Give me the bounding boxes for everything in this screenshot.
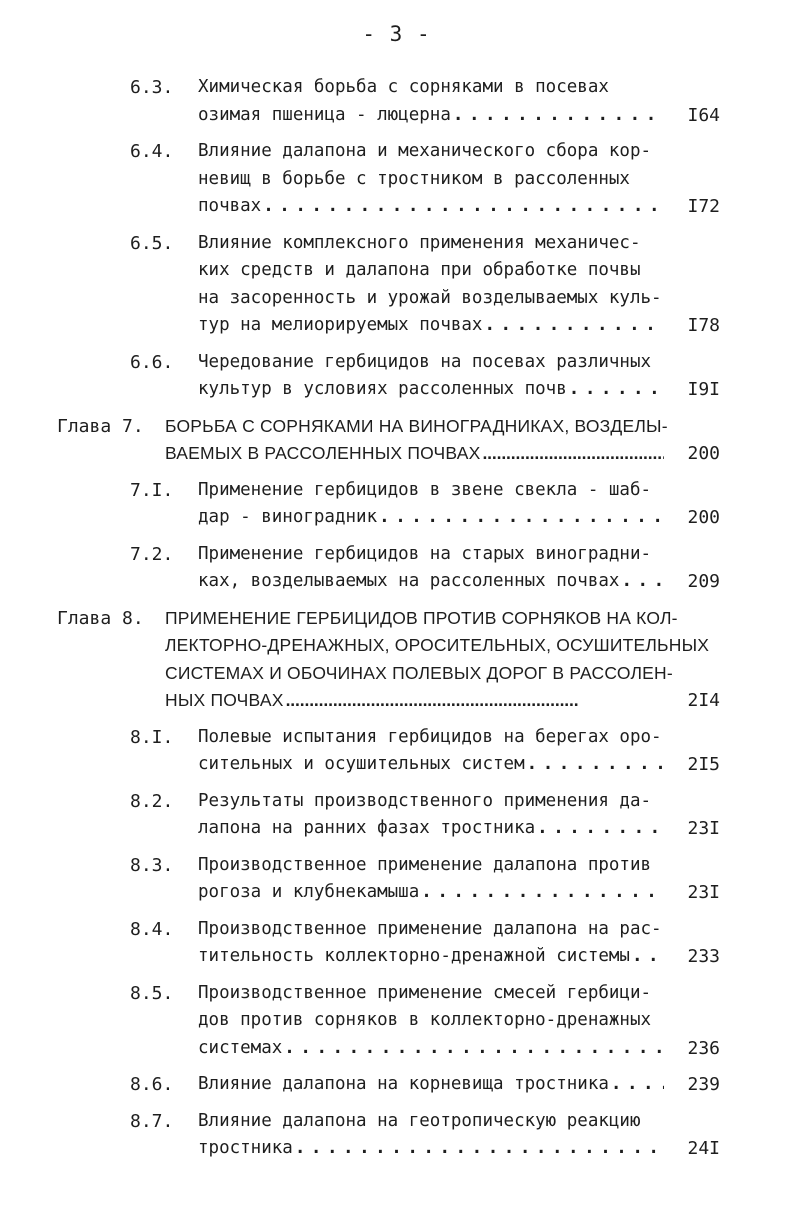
entry-title-line: БОРЬБА С СОРНЯКАМИ НА ВИНОГРАДНИКАХ, ВОЗДЕЛЫ- xyxy=(165,415,668,436)
entry-title-line: тур на мелиорируемых почвах xyxy=(198,315,483,335)
entry-title-line: на засоренность и урожай возделываемых куль- xyxy=(198,287,662,308)
entry-title-line: почвах xyxy=(198,196,262,216)
entry-title-line: Влияние комплексного применения механичес- xyxy=(198,232,641,253)
entry-title-last-line xyxy=(198,568,668,596)
section-number: 8.3. xyxy=(130,854,174,876)
entry-title-line: СИСТЕМАХ И ОБОЧИНАХ ПОЛЕВЫХ ДОРОГ В РАССОЛЕН- xyxy=(165,662,673,683)
toc-section-entry xyxy=(0,1108,793,1163)
dot-leader xyxy=(295,1135,664,1163)
section-number: 8.I. xyxy=(130,726,174,748)
chapter-number: Глава 8. xyxy=(57,607,144,629)
entry-title-line: невищ в борьбе с тростником в рассоленных xyxy=(198,168,630,189)
toc-chapter-entry xyxy=(0,413,793,468)
toc-section-entry xyxy=(0,349,793,404)
entry-title-last-line xyxy=(198,376,668,404)
entry-title-line: ПРИМЕНЕНИЕ ГЕРБИЦИДОВ ПРОТИВ СОРНЯКОВ НА КОЛ- xyxy=(165,607,678,628)
section-number: 8.6. xyxy=(130,1074,174,1095)
toc-section-entry xyxy=(0,788,793,843)
entry-title-line: рогоза и клубнекамыша xyxy=(198,882,420,902)
entry-title-line: ЛЕКТОРНО-ДРЕНАЖНЫХ, ОРОСИТЕЛЬНЫХ, ОСУШИТЕЛЬНЫХ xyxy=(165,635,710,655)
entry-title-line: дар - виноградник xyxy=(198,507,378,527)
page-ref: 233 xyxy=(687,946,720,967)
entry-title xyxy=(198,852,668,907)
entry-title-line: тростника xyxy=(198,1138,293,1158)
dot-leader xyxy=(569,376,664,404)
toc-section-entry xyxy=(0,541,793,596)
entry-title-line: Влияние далапона и механического сбора кор- xyxy=(198,141,652,161)
toc-section-entry xyxy=(0,74,793,129)
entry-title-line: Химическая борьба с сорняками в посевах xyxy=(198,77,609,97)
entry-title-last-line xyxy=(198,943,668,971)
entry-title-last-line xyxy=(198,751,668,779)
section-number: 8.5. xyxy=(130,982,174,1004)
page-ref: 24I xyxy=(687,1138,720,1159)
entry-title xyxy=(198,230,668,340)
entry-title-last-line xyxy=(198,1135,668,1163)
entry-title-line: системах xyxy=(198,1037,283,1058)
entry-title xyxy=(198,916,668,971)
entry-title-line: ВАЕМЫХ В РАССОЛЕННЫХ ПОЧВАХ xyxy=(165,443,481,463)
page-ref: 2I5 xyxy=(687,754,720,775)
entry-title-line: Влияние далапона на геотропическую реакцию xyxy=(198,1110,641,1131)
page-ref: I72 xyxy=(687,196,720,217)
entry-title-last-line xyxy=(198,879,668,907)
entry-title xyxy=(198,541,668,596)
dot-leader xyxy=(284,1035,664,1063)
entry-title-last-line xyxy=(165,440,668,468)
section-number: 7.2. xyxy=(130,543,174,565)
entry-title-line: культур в условиях рассоленных почв xyxy=(198,379,567,399)
section-number: 8.4. xyxy=(130,918,174,940)
page-ref: 209 xyxy=(687,571,720,592)
entry-title xyxy=(198,980,668,1063)
toc-section-entry xyxy=(0,477,793,532)
dot-leader xyxy=(527,751,664,779)
section-number: 8.2. xyxy=(130,790,174,812)
toc-section-entry xyxy=(0,138,793,221)
section-number: 6.4. xyxy=(130,141,174,162)
section-number: 8.7. xyxy=(130,1110,174,1132)
entry-title-line: ких средств и далапона при обработке почвы xyxy=(198,260,641,280)
dot-leader xyxy=(286,687,664,715)
entry-title-line: дов против сорняков в коллекторно-дренажных xyxy=(198,1010,652,1030)
section-number: 7.I. xyxy=(130,479,174,501)
entry-title xyxy=(198,1108,668,1163)
entry-title-last-line xyxy=(198,102,668,130)
toc-section-entry xyxy=(0,230,793,340)
entry-title xyxy=(165,413,668,468)
entry-title-last-line xyxy=(198,815,668,843)
page-ref: 23I xyxy=(687,882,720,903)
page-ref: 200 xyxy=(687,507,720,528)
dot-leader xyxy=(537,815,664,843)
entry-title-line: НЫХ ПОЧВАХ xyxy=(165,690,284,710)
entry-title-last-line xyxy=(198,312,668,340)
page-ref: 236 xyxy=(687,1037,720,1059)
section-number: 6.3. xyxy=(130,77,174,98)
entry-title-line: сительных и осушительных систем xyxy=(198,754,525,774)
dot-leader xyxy=(379,504,664,532)
entry-title xyxy=(198,788,668,843)
entry-title xyxy=(198,138,668,221)
page-ref: I64 xyxy=(687,104,720,126)
page-number: - 3 - xyxy=(362,22,431,46)
page-ref: I78 xyxy=(687,315,720,336)
entry-title-line: Производственное применение смесей гербици- xyxy=(198,982,652,1003)
toc-section-entry xyxy=(0,1071,793,1099)
dot-leader xyxy=(482,440,664,468)
section-number: 6.6. xyxy=(130,351,174,373)
dot-leader xyxy=(621,568,664,596)
dot-leader xyxy=(632,943,664,971)
entry-title-line: Результаты производственного применения да- xyxy=(198,790,652,811)
entry-title xyxy=(198,724,668,779)
toc-section-entry xyxy=(0,852,793,907)
entry-title-last-line xyxy=(198,1035,668,1063)
toc-chapter-entry xyxy=(0,605,793,715)
entry-title-line: озимая пшеница - люцерна xyxy=(198,104,451,125)
entry-title-line: тительность коллекторно-дренажной системы xyxy=(198,946,630,966)
dot-leader xyxy=(263,193,664,221)
table-of-contents xyxy=(0,74,793,1172)
toc-section-entry xyxy=(0,980,793,1063)
chapter-number: Глава 7. xyxy=(57,415,144,437)
entry-title-line: лапона на ранних фазах тростника xyxy=(198,818,536,838)
page-ref: 23I xyxy=(687,818,720,839)
entry-title-last-line xyxy=(198,1071,668,1099)
section-number: 6.5. xyxy=(130,232,174,254)
entry-title xyxy=(198,1071,668,1099)
entry-title-line: Применение гербицидов в звене свекла - шаб- xyxy=(198,479,652,500)
entry-title xyxy=(198,74,668,129)
dot-leader xyxy=(453,102,664,130)
page-ref: 200 xyxy=(687,443,720,464)
entry-title-last-line xyxy=(165,687,668,715)
toc-section-entry xyxy=(0,724,793,779)
entry-title-line: Влияние далапона на корневища тростника xyxy=(198,1074,609,1094)
dot-leader xyxy=(611,1071,664,1099)
entry-title-line: Полевые испытания гербицидов на берегах оро- xyxy=(198,726,662,747)
entry-title-last-line xyxy=(198,504,668,532)
dot-leader xyxy=(421,879,664,907)
entry-title xyxy=(198,349,668,404)
toc-section-entry xyxy=(0,916,793,971)
page-ref: 2I4 xyxy=(687,690,720,711)
dot-leader xyxy=(484,312,664,340)
entry-title-line: ках, возделываемых на рассоленных почвах xyxy=(198,571,620,591)
page-ref: 239 xyxy=(687,1074,720,1095)
entry-title-line: Применение гербицидов на старых виноградни- xyxy=(198,543,652,564)
entry-title-line: Чередование гербицидов на посевах различных xyxy=(198,351,652,372)
entry-title-line: Производственное применение далапона против xyxy=(198,854,652,875)
page-ref: I9I xyxy=(687,379,720,400)
entry-title-line: Производственное применение далапона на рас- xyxy=(198,918,662,939)
entry-title xyxy=(198,477,668,532)
entry-title-last-line xyxy=(198,193,668,221)
